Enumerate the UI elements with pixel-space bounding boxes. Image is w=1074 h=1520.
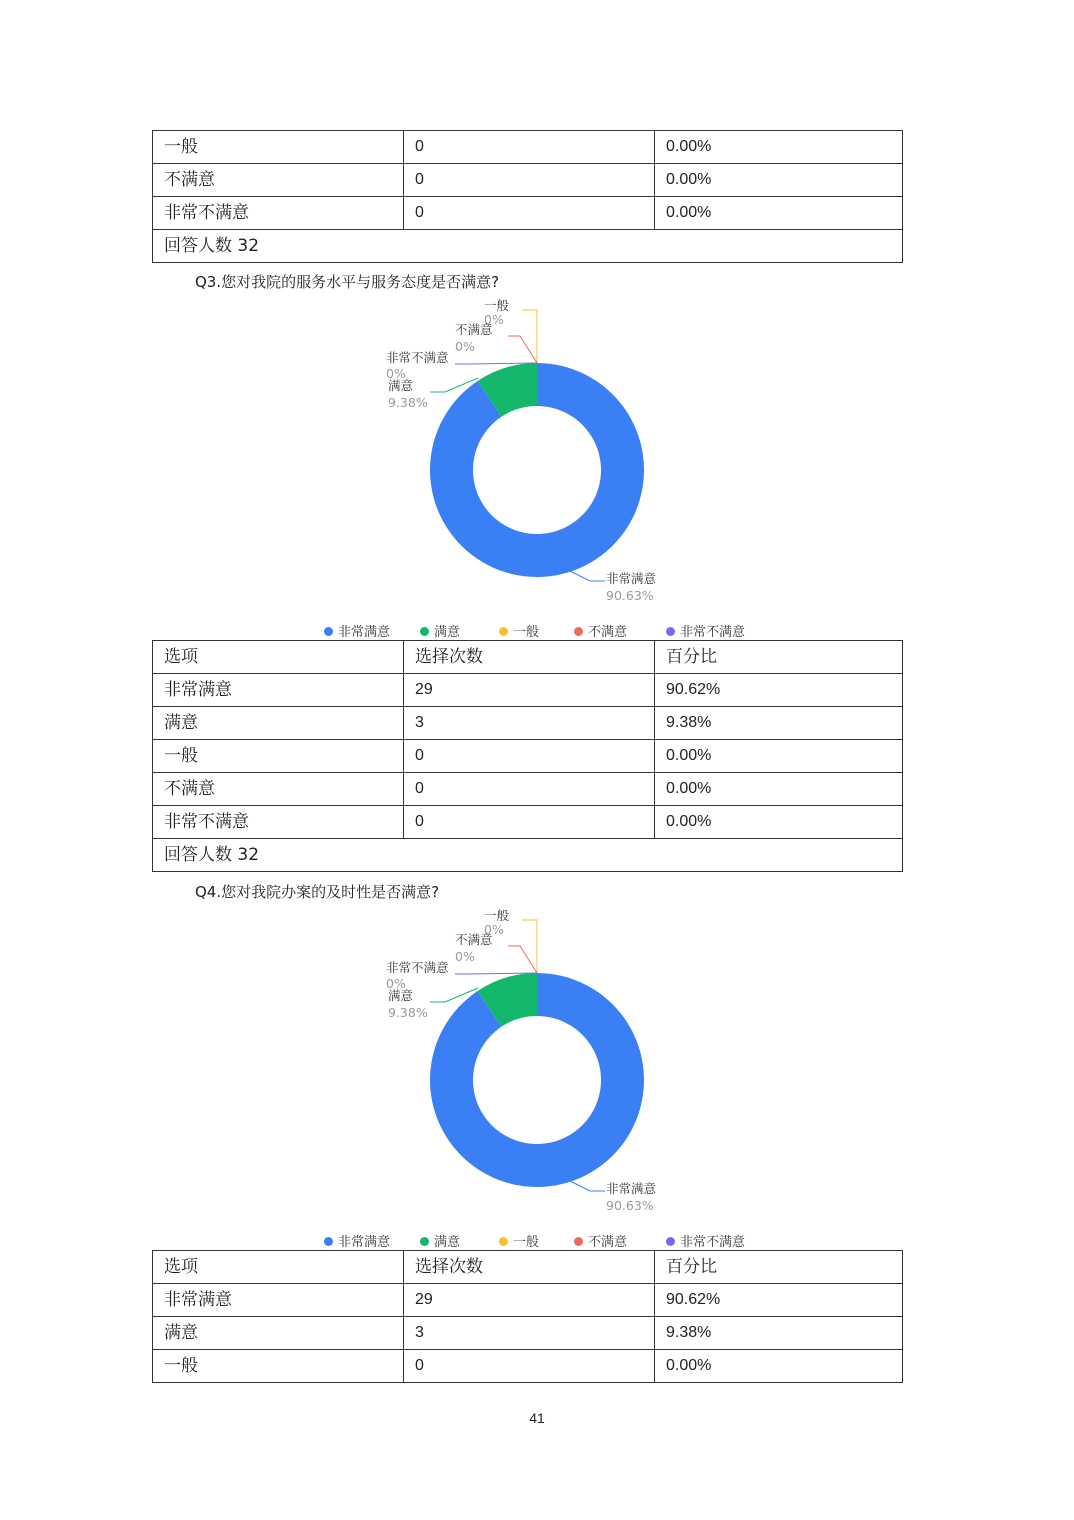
percent-cell: 0.00% (655, 773, 903, 806)
table-row (153, 1350, 903, 1383)
chart-legend-q4 (0, 1231, 1074, 1249)
table-row (153, 773, 903, 806)
legend-item (499, 621, 539, 640)
callout-line-2 (522, 310, 537, 363)
legend-label: 一般 (513, 1235, 540, 1250)
percent-cell: 0.00% (655, 806, 903, 839)
table-row (153, 131, 903, 164)
callout-value-3: 0% (455, 949, 475, 964)
legend-dot-icon (666, 627, 675, 636)
callout-value-1: 9.38% (388, 1005, 428, 1020)
option-cell: 非常不满意 (153, 197, 404, 230)
callout-value-2: 0% (484, 312, 504, 327)
option-cell: 不满意 (153, 773, 404, 806)
legend-item (666, 1231, 745, 1250)
legend-item (499, 1231, 539, 1250)
table-row (153, 806, 903, 839)
legend-label: 满意 (434, 625, 461, 640)
option-cell: 不满意 (153, 164, 404, 197)
header-option: 选项 (153, 641, 404, 674)
callout-label-0: 非常满意 (606, 571, 657, 586)
count-cell: 3 (404, 1317, 655, 1350)
option-cell: 非常满意 (153, 674, 404, 707)
legend-item (420, 1231, 460, 1250)
percent-cell: 0.00% (655, 197, 903, 230)
count-cell: 0 (404, 164, 655, 197)
callout-label-1: 满意 (388, 988, 414, 1003)
table-row (153, 1317, 903, 1350)
callout-value-1: 9.38% (388, 395, 428, 410)
option-cell: 满意 (153, 1317, 404, 1350)
chart-legend-q3 (0, 621, 1074, 639)
q4-result-table (152, 1250, 903, 1383)
table-row (153, 1284, 903, 1317)
option-cell: 非常不满意 (153, 806, 404, 839)
header-percent: 百分比 (655, 1251, 903, 1284)
percent-cell: 0.00% (655, 740, 903, 773)
option-cell: 一般 (153, 740, 404, 773)
percent-cell: 90.62% (655, 1284, 903, 1317)
legend-dot-icon (666, 1237, 675, 1246)
respondent-count: 回答人数 32 (153, 839, 903, 872)
table-row (153, 674, 903, 707)
q3-result-table (152, 640, 903, 872)
header-count: 选择次数 (404, 1251, 655, 1284)
legend-label: 非常不满意 (680, 1235, 746, 1250)
legend-label: 不满意 (588, 625, 628, 640)
callout-line-0 (570, 1181, 605, 1191)
table-row (153, 164, 903, 197)
legend-dot-icon (574, 627, 583, 636)
callout-label-2: 一般 (484, 908, 510, 923)
legend-dot-icon (324, 627, 333, 636)
legend-item (666, 621, 745, 640)
count-cell: 0 (404, 1350, 655, 1383)
option-cell: 一般 (153, 1350, 404, 1383)
callout-value-2: 0% (484, 922, 504, 937)
table-row (153, 740, 903, 773)
q2-result-table-continued (152, 130, 903, 263)
callout-line-3 (508, 946, 537, 973)
count-cell: 29 (404, 1284, 655, 1317)
count-cell: 0 (404, 740, 655, 773)
percent-cell: 0.00% (655, 164, 903, 197)
percent-cell: 0.00% (655, 1350, 903, 1383)
callout-line-0 (570, 571, 605, 581)
callout-value-4: 0% (386, 366, 406, 381)
percent-cell: 9.38% (655, 707, 903, 740)
count-cell: 0 (404, 773, 655, 806)
callout-label-4: 非常不满意 (386, 960, 449, 975)
respondent-count: 回答人数 32 (153, 230, 903, 263)
count-cell: 29 (404, 674, 655, 707)
percent-cell: 9.38% (655, 1317, 903, 1350)
header-percent: 百分比 (655, 641, 903, 674)
legend-item (420, 621, 460, 640)
count-cell: 3 (404, 707, 655, 740)
percent-cell: 0.00% (655, 131, 903, 164)
legend-label: 满意 (434, 1235, 461, 1250)
legend-label: 不满意 (588, 1235, 628, 1250)
callout-label-3: 不满意 (455, 322, 493, 337)
option-cell: 一般 (153, 131, 404, 164)
legend-dot-icon (574, 1237, 583, 1246)
table-footer-row (153, 230, 903, 263)
legend-label: 非常不满意 (680, 625, 746, 640)
count-cell: 0 (404, 197, 655, 230)
callout-value-3: 0% (455, 339, 475, 354)
legend-dot-icon (420, 1237, 429, 1246)
callout-line-3 (508, 336, 537, 363)
table-header-row (153, 1251, 903, 1284)
table-header-row (153, 641, 903, 674)
callout-label-0: 非常满意 (606, 1181, 657, 1196)
count-cell: 0 (404, 131, 655, 164)
question-title-q3: Q3.您对我院的服务水平与服务态度是否满意? (195, 273, 500, 291)
legend-item (324, 621, 390, 640)
callout-value-0: 90.63% (606, 588, 654, 603)
legend-item (324, 1231, 390, 1250)
table-row (153, 707, 903, 740)
count-cell: 0 (404, 806, 655, 839)
header-option: 选项 (153, 1251, 404, 1284)
callout-label-1: 满意 (388, 378, 414, 393)
donut-chart-q3 (0, 296, 1074, 616)
question-title-q4: Q4.您对我院办案的及时性是否满意? (195, 883, 440, 901)
percent-cell: 90.62% (655, 674, 903, 707)
legend-label: 非常满意 (338, 1235, 391, 1250)
page-number: 41 (529, 1410, 545, 1426)
option-cell: 满意 (153, 707, 404, 740)
legend-label: 非常满意 (338, 625, 391, 640)
donut-chart-q4 (0, 906, 1074, 1226)
callout-value-4: 0% (386, 976, 406, 991)
legend-label: 一般 (513, 625, 540, 640)
legend-dot-icon (420, 627, 429, 636)
legend-item (574, 621, 627, 640)
callout-label-4: 非常不满意 (386, 350, 449, 365)
callout-line-2 (522, 920, 537, 973)
table-footer-row (153, 839, 903, 872)
table-row (153, 197, 903, 230)
legend-dot-icon (324, 1237, 333, 1246)
option-cell: 非常满意 (153, 1284, 404, 1317)
legend-dot-icon (499, 1237, 508, 1246)
callout-label-3: 不满意 (455, 932, 493, 947)
callout-label-2: 一般 (484, 298, 510, 313)
legend-item (574, 1231, 627, 1250)
callout-value-0: 90.63% (606, 1198, 654, 1213)
header-count: 选择次数 (404, 641, 655, 674)
legend-dot-icon (499, 627, 508, 636)
